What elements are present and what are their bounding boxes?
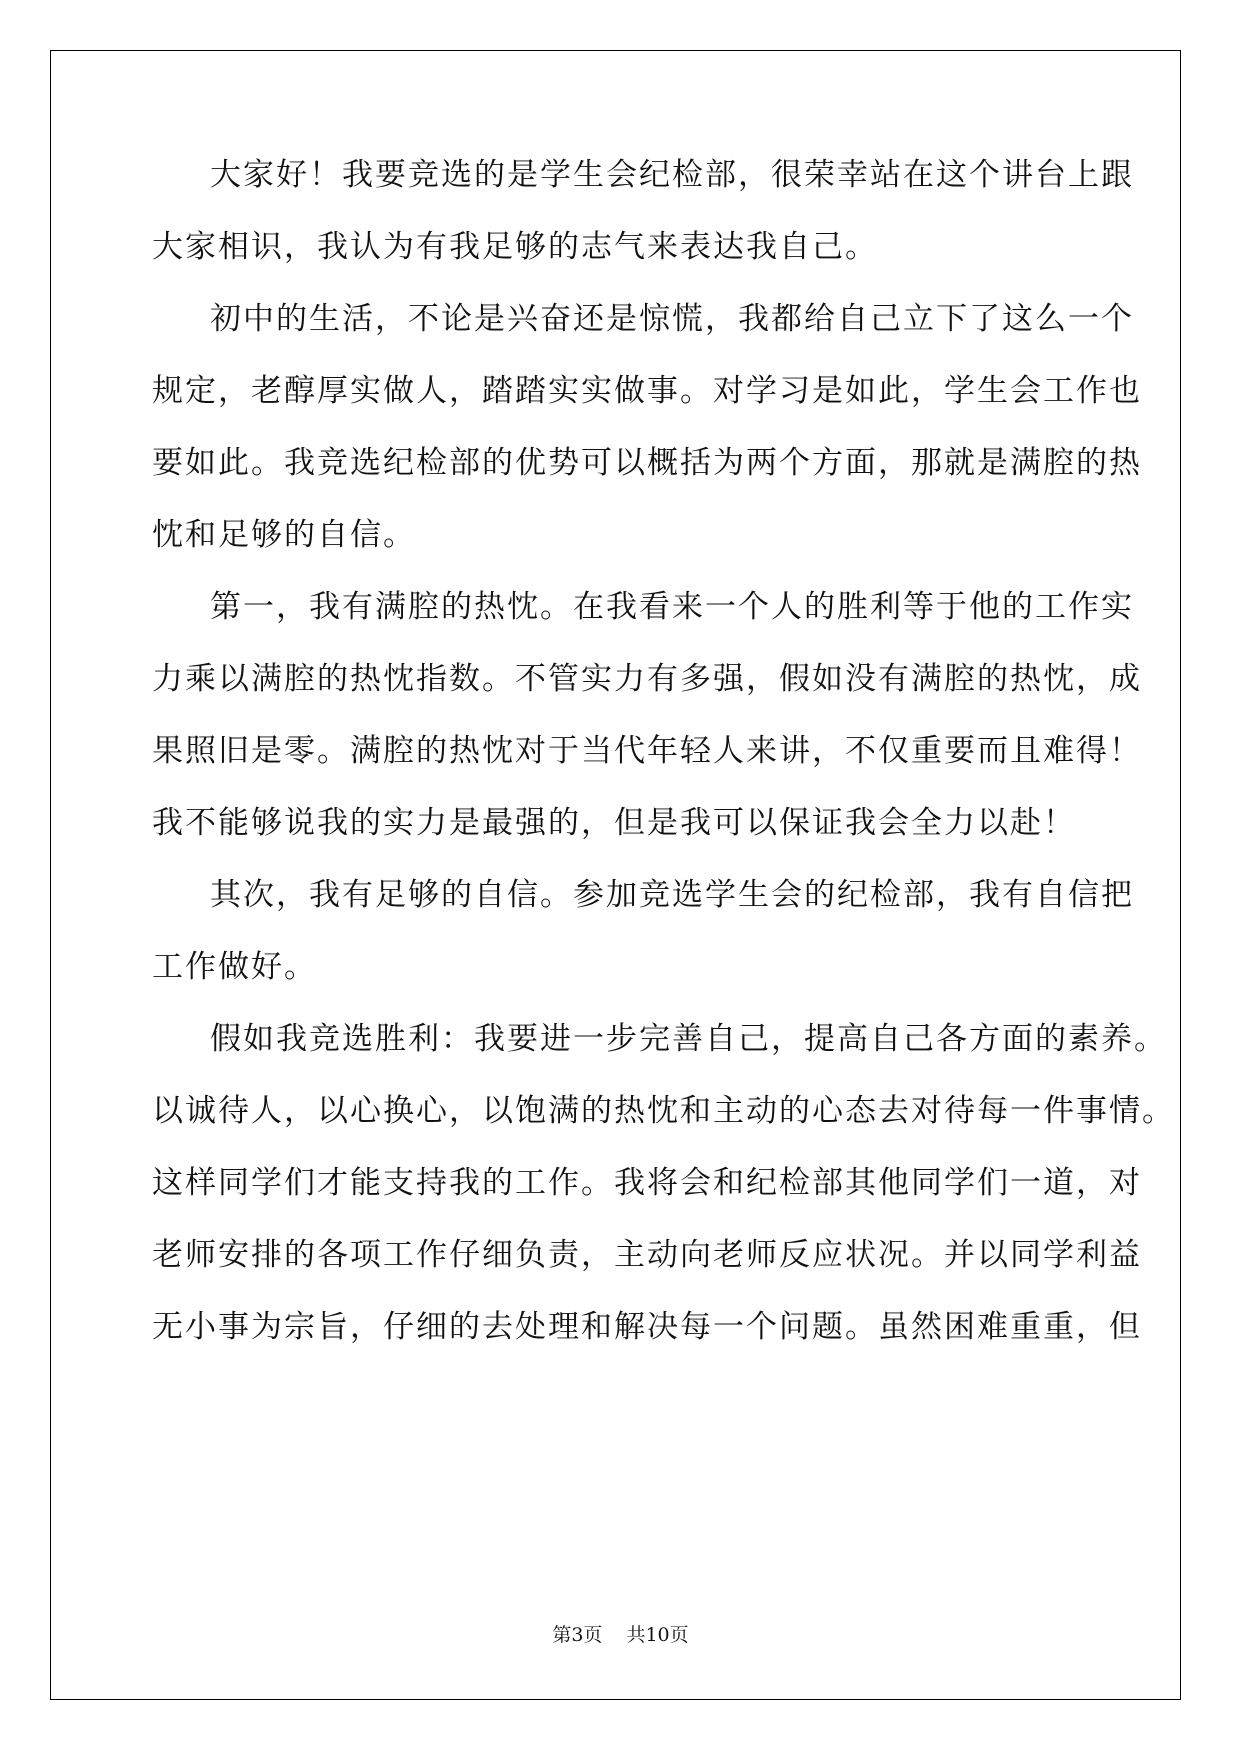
- text-line: 假如我竞选胜利：我要进一步完善自己，提高自己各方面的素养。: [210, 1021, 1167, 1057]
- text-line: 规定，老醇厚实做人，踏踏实实做事。对学习是如此，学生会工作也: [152, 373, 1142, 409]
- paragraph: [152, 589, 1142, 841]
- page-footer: [0, 1620, 1241, 1647]
- text-line: 大家相识，我认为有我足够的志气来表达我自己。: [152, 229, 878, 265]
- text-line: 这样同学们才能支持我的工作。我将会和纪检部其他同学们一道，对: [152, 1165, 1142, 1201]
- text-line: 老师安排的各项工作仔细负责，主动向老师反应状况。并以同学利益: [152, 1237, 1142, 1273]
- text-line: 要如此。我竞选纪检部的优势可以概括为两个方面，那就是满腔的热: [152, 445, 1142, 481]
- page-number: 第3页: [552, 1624, 603, 1646]
- text-line: 果照旧是零。满腔的热忱对于当代年轻人来讲，不仅重要而且难得！: [152, 733, 1142, 769]
- text-line: 无小事为宗旨，仔细的去处理和解决每一个问题。虽然困难重重，但: [152, 1309, 1142, 1345]
- text-line: 力乘以满腔的热忱指数。不管实力有多强，假如没有满腔的热忱，成: [152, 661, 1142, 697]
- text-line: 大家好！我要竞选的是学生会纪检部，很荣幸站在这个讲台上跟: [210, 157, 1134, 193]
- page-total: 共10页: [626, 1624, 689, 1646]
- text-line: 初中的生活，不论是兴奋还是惊慌，我都给自己立下了这么一个: [210, 301, 1134, 337]
- text-line: 其次，我有足够的自信。参加竞选学生会的纪检部，我有自信把: [210, 877, 1134, 913]
- text-line: 工作做好。: [152, 949, 317, 985]
- paragraph: [152, 877, 1134, 985]
- paragraph: [152, 301, 1142, 553]
- text-line: 我不能够说我的实力是最强的，但是我可以保证我会全力以赴！: [152, 805, 1076, 841]
- text-line: 第一，我有满腔的热忱。在我看来一个人的胜利等于他的工作实: [210, 589, 1134, 625]
- document-body: [152, 157, 1175, 1345]
- paragraph: [152, 157, 1134, 265]
- text-line: 忱和足够的自信。: [152, 517, 416, 553]
- paragraph: [152, 1021, 1175, 1345]
- text-line: 以诚待人，以心换心，以饱满的热忱和主动的心态去对待每一件事情。: [152, 1093, 1175, 1129]
